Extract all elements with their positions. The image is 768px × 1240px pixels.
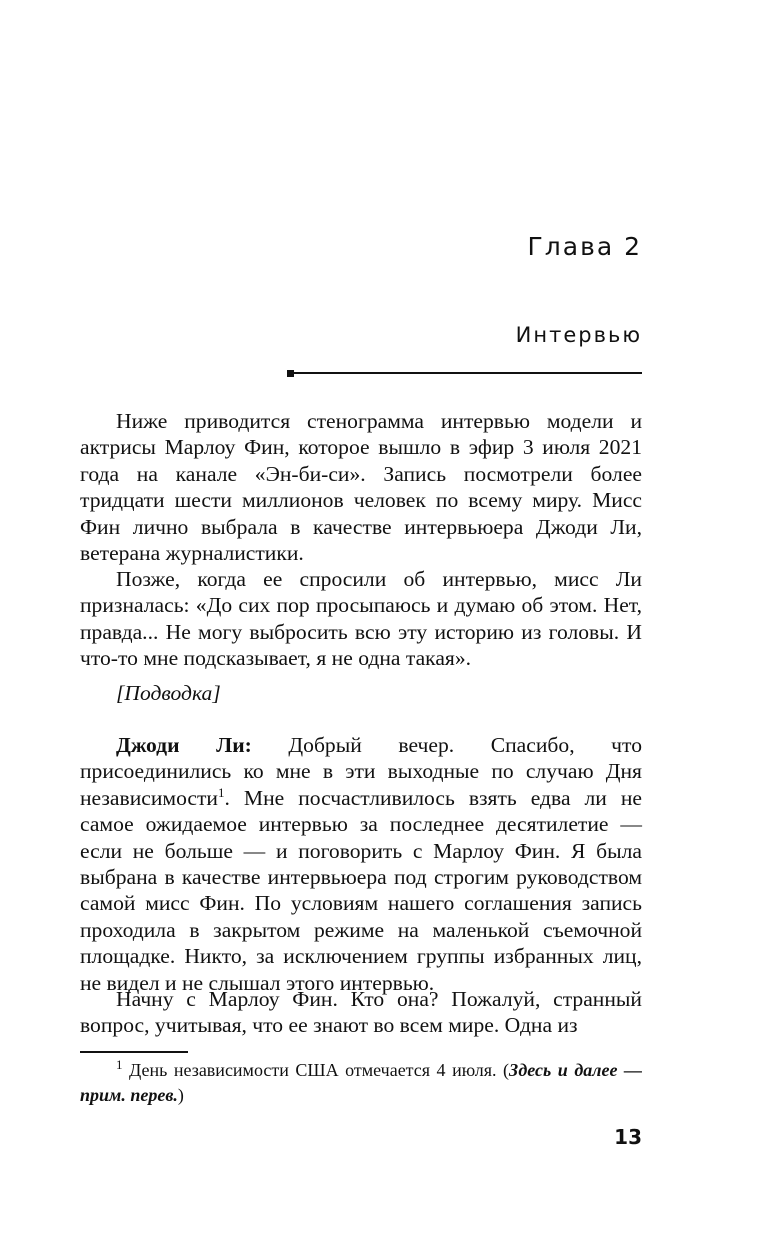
ornament-line xyxy=(294,372,642,374)
chapter-ornament-rule xyxy=(287,369,642,379)
paragraph-interview-text-1: Добрый вечер. Спасибо, что присоединились ко мне в эти выходные по случаю Дня независимости xyxy=(80,733,642,810)
page-number: 13 xyxy=(614,1125,642,1149)
paragraph-interview-text-2: . Мне посчастливилось взять едва ли не самое ожидаемое интервью за последнее десятилетие — если не больше — и поговорить с Марлоу Фин. Я была выбрана в качестве интервьюера под строгим руководством самой мисс Фин. По условиям нашего соглашения запись проходила в закрытом режиме на маленькой съемочной площадке. Никто, за исключением группы избранных лиц, не видел и не слышал этого интервью. xyxy=(80,785,642,995)
chapter-number: Глава 2 xyxy=(527,232,642,261)
chapter-title: Интервью xyxy=(515,323,642,347)
section-heading: [Подводка] xyxy=(116,681,221,705)
paragraph-interview xyxy=(80,732,642,996)
footnote-translator-note: Здесь и далее — прим. перев. xyxy=(80,1060,642,1105)
footnote-marker: 1 xyxy=(116,1057,123,1072)
paragraph-quote: Позже, когда ее спросили об интервью, мисс Ли призналась: «До сих пор просыпаюсь и думаю об этом. Нет, правда... Не могу выбросить всю эту историю из головы. И что-то мне подсказывает, я не одна такая». xyxy=(80,567,642,671)
paragraph-continuation: Начну с Марлоу Фин. Кто она? Пожалуй, странный вопрос, учитывая, что ее знают во всем мире. Одна из xyxy=(80,987,642,1038)
footnote-separator xyxy=(80,1051,188,1053)
footnote-reference[interactable]: 1 xyxy=(218,784,225,800)
footnote xyxy=(80,1058,642,1108)
footnote-text: День независимости США отмечается 4 июля. ( xyxy=(122,1060,509,1080)
speaker-name: Джоди Ли: xyxy=(116,733,252,757)
ornament-square xyxy=(287,370,294,377)
paragraph-intro: Ниже приводится стенограмма интервью модели и актрисы Марлоу Фин, которое вышло в эфир 3 июля 2021 года на канале «Эн-би-си». Запись посмотрели более тридцати шести миллионов человек по всему миру. Мисс Фин лично выбрала в качестве интервьюера Джоди Ли, ветерана журналистики. xyxy=(80,409,642,566)
footnote-close: ) xyxy=(177,1085,184,1105)
